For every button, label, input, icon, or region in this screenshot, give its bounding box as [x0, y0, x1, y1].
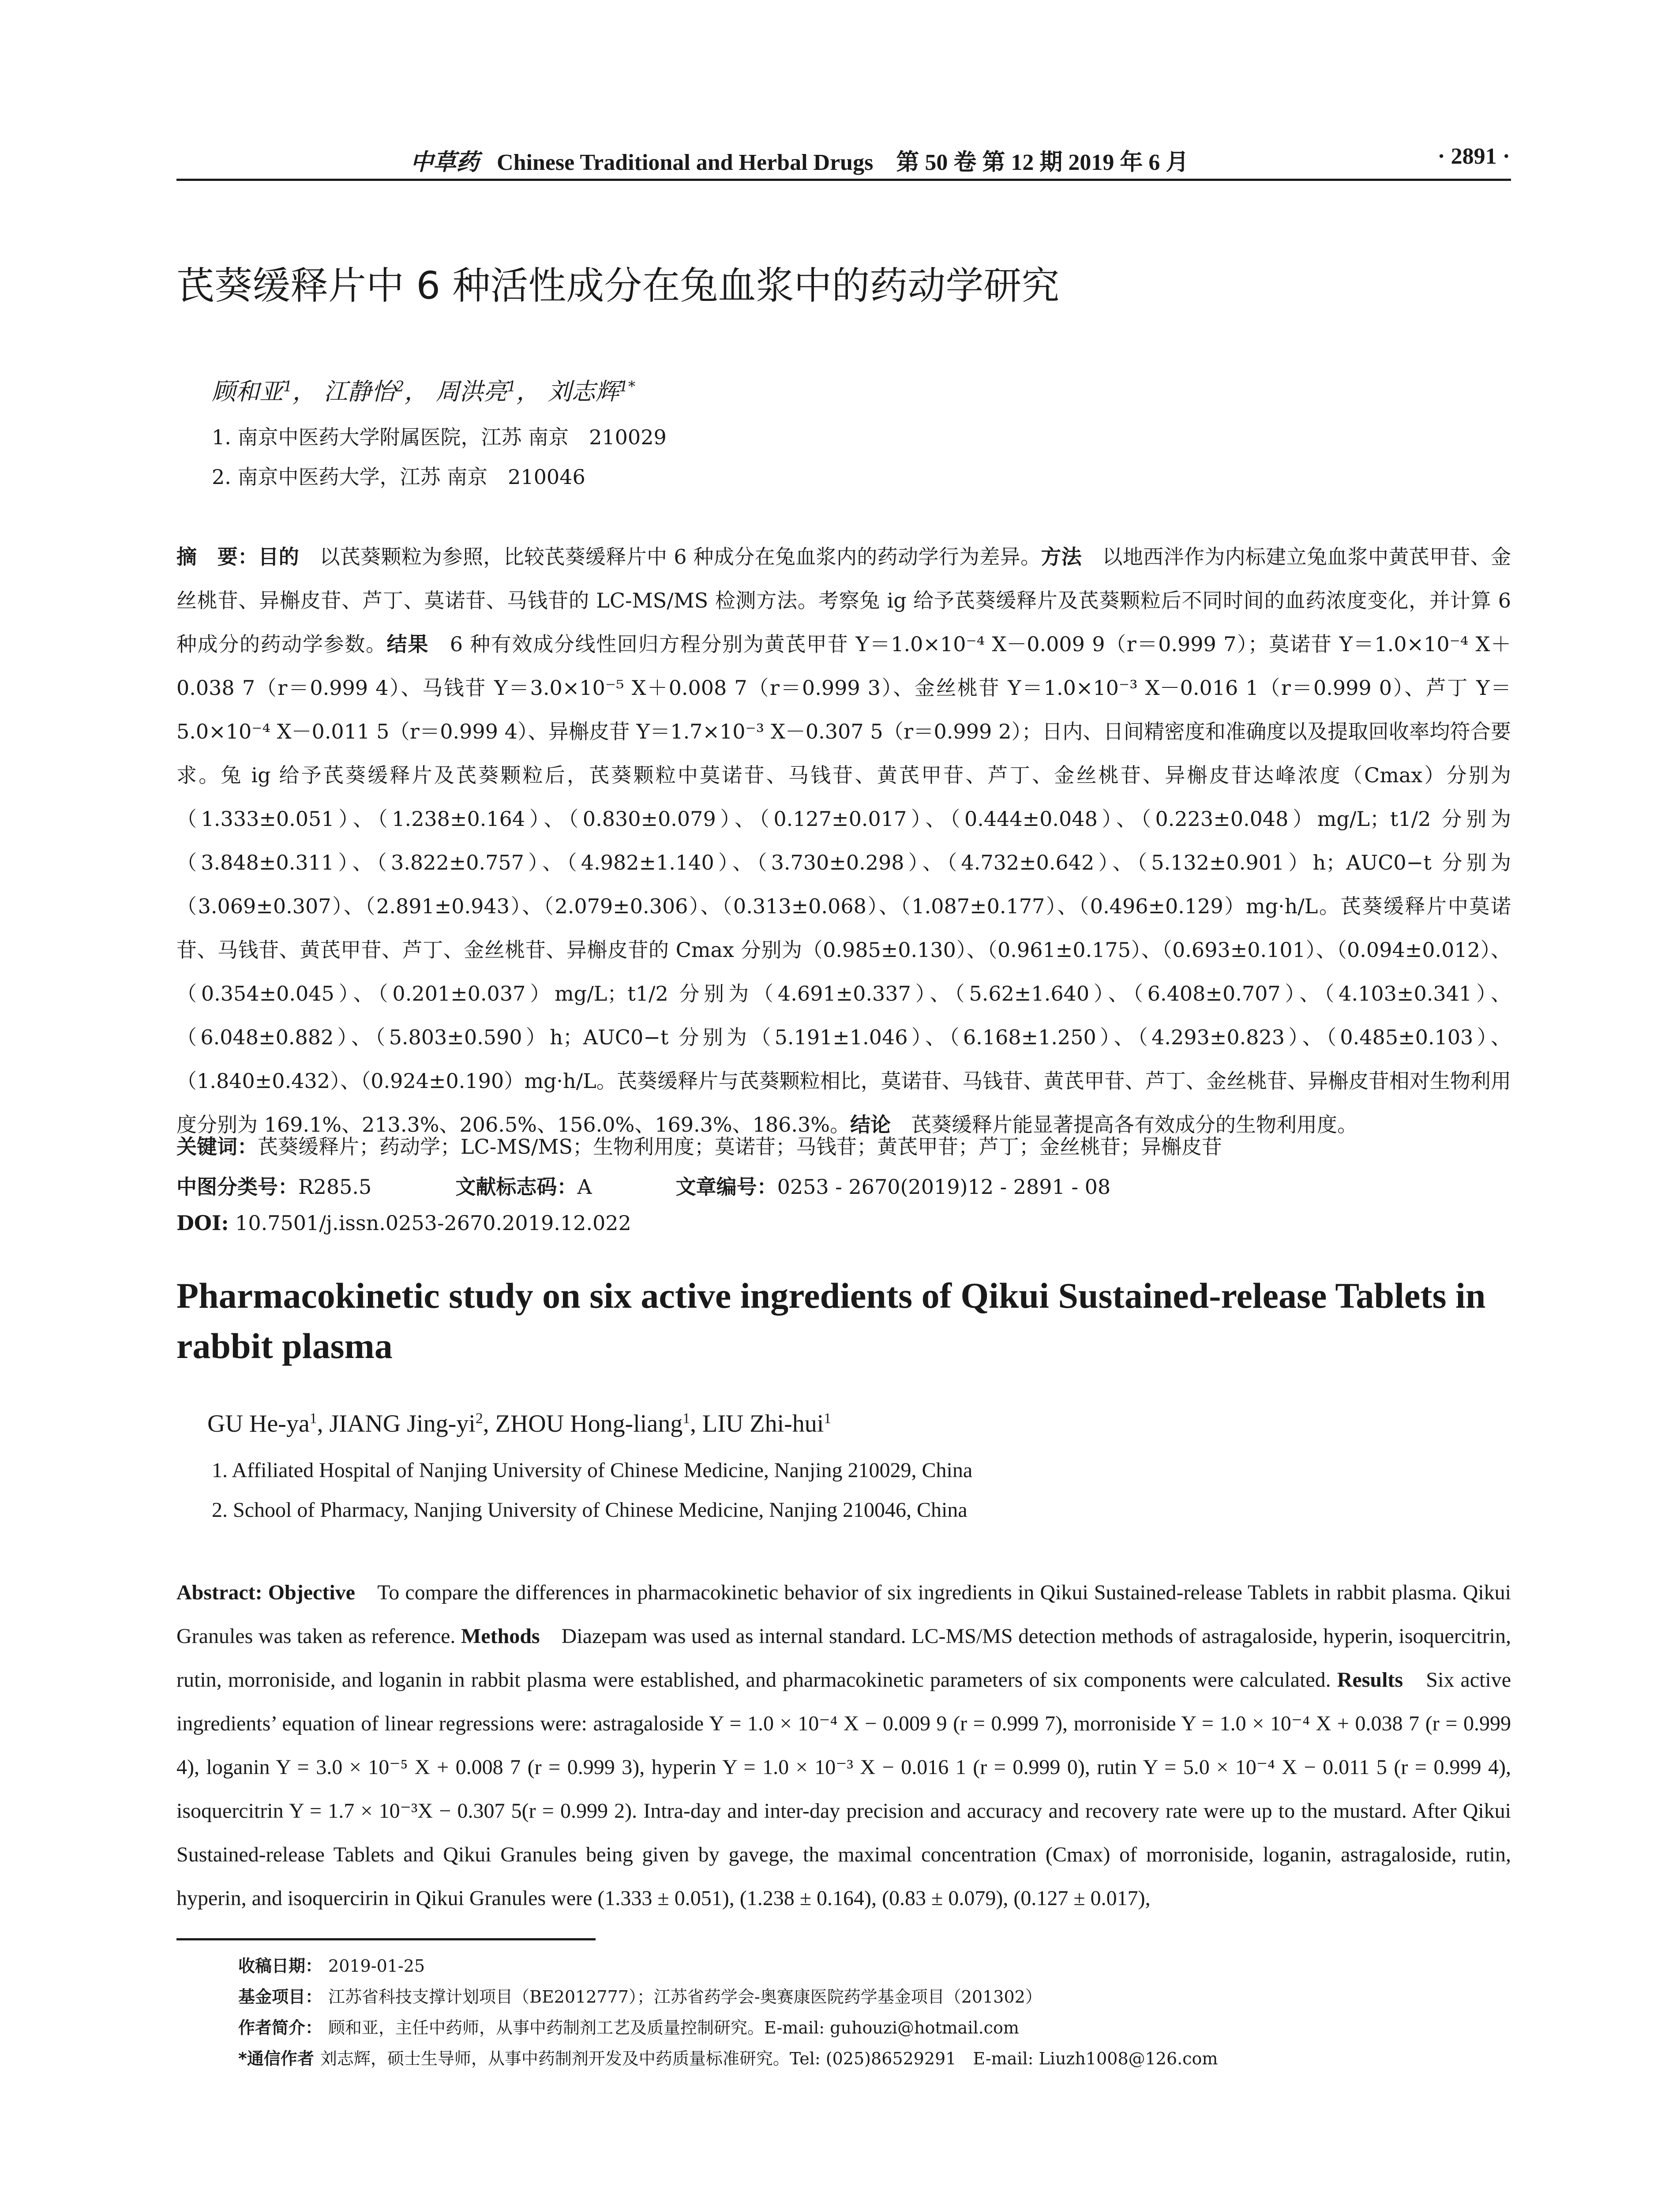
footnote-text: 顾和亚，主任中药师，从事中药制剂工艺及质量控制研究。E-mail: guhouzi@hotmail.com — [328, 2018, 1019, 2037]
author-name: 江静怡 — [323, 378, 395, 405]
doc-code-value: A — [577, 1175, 592, 1199]
objective-label: 目的 — [258, 545, 300, 569]
author-affiliation-mark: 1 — [283, 378, 292, 395]
conclusion-label: 结论 — [850, 1113, 891, 1137]
results-label: 结果 — [386, 632, 429, 656]
affiliation-cn-2: 2. 南京中医药大学，江苏 南京 210046 — [212, 465, 585, 489]
journal-header — [410, 143, 1249, 176]
results-text-en: Six active ingredients’ equation of linear regressions were: astragaloside Y = 1.0 × 10⁻⁴ X − 0.009 9 (r = 0.999 7), morroniside Y = 1.0 × 10⁻⁴ X + 0.038 7 (r = 0.999 4), loganin Y = 3.0 × 10⁻⁵ X + 0.008 7 (r = 0.999 3), hyperin Y = 1.0 × 10⁻³ X − 0.016 1 (r = 0.999 0), rutin Y = 5.0 × 10⁻⁴ X − 0.011 5 (r = 0.999 4), isoquercitrin Y = 1.7 × 10⁻³X − 0.307 5(r = 0.999 2). Intra-day and inter-day precision and accuracy and recovery rate were up to the mustard. After Qikui Sustained-release Tablets and Qikui Granules being given by gavege, the maximal concentration (Cmax) of morroniside, loganin, astragaloside, rutin, hyperin, and isoquercirin in Qikui Granules were (1.333 ± 0.051), (1.238 ± 0.164), (0.83 ± 0.079), (0.127 ± 0.017), — [176, 1668, 1511, 1910]
footnote-text: 江苏省科技支撑计划项目（BE2012777）；江苏省药学会-奥赛康医院药学基金项目（201302） — [328, 1987, 1042, 2007]
abstract-objective-label: Abstract: Objective — [176, 1581, 355, 1604]
objective-text-en: To compare the differences in pharmacokinetic behavior of six ingredients in Qikui Sustained-release Tablets in rabbit plasma. Qikui Granules was taken as reference. — [176, 1581, 1511, 1648]
keywords-text: 芪葵缓释片；药动学；LC-MS/MS；生物利用度；莫诺苷；马钱苷；黄芪甲苷；芦丁；金丝桃苷；异槲皮苷 — [258, 1135, 1222, 1159]
header-rule — [176, 179, 1511, 181]
authors-cn: 顾和亚$^1$， 江静怡$^2$， 周洪亮$^1$， 刘志辉$^{1*}$ — [212, 378, 636, 405]
results-text: 6 种有效成分线性回归方程分别为黄芪甲苷 Y＝1.0×10⁻⁴ X－0.009 9（r＝0.999 7）；莫诺苷 Y＝1.0×10⁻⁴ X＋0.038 7（r＝0.999 4）、马钱苷 Y＝3.0×10⁻⁵ X＋0.008 7（r＝0.999 3）、金丝桃苷 Y＝1.0×10⁻³ X－0.016 1（r＝0.999 0）、芦丁 Y＝5.0×10⁻⁴ X－0.011 5（r＝0.999 4）、异槲皮苷 Y＝1.7×10⁻³ X－0.307 5（r＝0.999 2）；日内、日间精密度和准确度以及提取回收率均符合要求。兔 ig 给予芪葵缓释片及芪葵颗粒后，芪葵颗粒中莫诺苷、马钱苷、黄芪甲苷、芦丁、金丝桃苷、异槲皮苷达峰浓度（Cmax）分别为（1.333±0.051）、（1.238±0.164）、（0.830±0.079）、（0.127±0.017）、（0.444±0.048）、（0.223±0.048）mg/L；t1/2 分别为（3.848±0.311）、（3.822±0.757）、（4.982±1.140）、（3.730±0.298）、（4.732±0.642）、（5.132±0.901）h；AUC0−t 分别为（3.069±0.307）、（2.891±0.943）、（2.079±0.306）、（0.313±0.068）、（1.087±0.177）、（0.496±0.129）mg·h/L。芪葵缓释片中莫诺苷、马钱苷、黄芪甲苷、芦丁、金丝桃苷、异槲皮苷的 Cmax 分别为（0.985±0.130）、（0.961±0.175）、（0.693±0.101）、（0.094±0.012）、（0.354±0.045）、（0.201±0.037）mg/L；t1/2 分别为（4.691±0.337）、（5.62±1.640）、（6.408±0.707）、（4.103±0.341）、（6.048±0.882）、（5.803±0.590）h；AUC0−t 分别为（5.191±1.046）、（6.168±1.250）、（4.293±0.823）、（0.485±0.103）、（1.840±0.432）、（0.924±0.190）mg·h/L。芪葵缓释片与芪葵颗粒相比，莫诺苷、马钱苷、黄芪甲苷、芦丁、金丝桃苷、异槲皮苷相对生物利用度分别为 169.1%、213.3%、206.5%、156.0%、169.3%、186.3%。 — [176, 632, 1511, 1137]
doi-line — [176, 1211, 631, 1235]
classification-line — [176, 1171, 1110, 1200]
keywords-cn — [176, 1131, 1222, 1160]
footnote-label: *通信作者 — [238, 2049, 314, 2068]
clc-value: R285.5 — [298, 1175, 372, 1199]
footnote-label: 收稿日期： — [238, 1956, 322, 1976]
doi-value: 10.7501/j.issn.0253-2670.2019.12.022 — [235, 1211, 631, 1235]
author-affiliation-mark: 1 — [507, 378, 517, 395]
article-number-label: 文章编号： — [675, 1175, 777, 1199]
abstract-label: 摘 要： — [176, 545, 259, 569]
author-name: 周洪亮 — [435, 378, 507, 405]
article-number-value: 0253 - 2670(2019)12 - 2891 - 08 — [777, 1175, 1111, 1199]
journal-name-cn: 中草药 — [410, 149, 480, 176]
keywords-label: 关键词： — [176, 1135, 258, 1159]
authors-en: GU $He-ya^1$, JIANG Jing-$yi^2$, ZHOU Hong-liang$^1$, LIU Zhi-hui$^1$ — [207, 1410, 832, 1437]
footnote-label: 基金项目： — [238, 1987, 322, 2007]
title-cn: 芪葵缓释片中 6 种活性成分在兔血浆中的药动学研究 — [176, 264, 1060, 308]
author-name: LIU Zhi-hui — [702, 1410, 824, 1437]
author-name: 刘志辉 — [548, 378, 619, 405]
footnote-label: 作者简介： — [238, 2018, 322, 2037]
abstract-en — [176, 1571, 1511, 1920]
conclusion-text: 芪葵缓释片能显著提高各有效成分的生物利用度。 — [911, 1113, 1358, 1137]
methods-label-en: Methods — [461, 1624, 540, 1648]
footnote-received — [238, 1952, 425, 1977]
author-affiliation-mark: 2 — [475, 1410, 483, 1427]
doi-label: DOI: — [176, 1211, 229, 1235]
objective-text: 以芪葵颗粒为参照，比较芪葵缓释片中 6 种成分在兔血浆内的药动学行为差异。 — [319, 545, 1041, 569]
author-name: JIANG Jing-yi — [329, 1410, 476, 1437]
affiliation-cn-1: 1. 南京中医药大学附属医院，江苏 南京 210029 — [212, 425, 667, 449]
author-name: ZHOU Hong-liang — [495, 1410, 683, 1437]
affiliation-en-1: 1. Affiliated Hospital of Nanjing University of Chinese Medicine, Nanjing 210029, China — [212, 1459, 973, 1482]
footnote-funding — [238, 1983, 1042, 2007]
author-affiliation-mark: 1 — [682, 1410, 690, 1427]
doc-code-label: 文献标志码： — [455, 1175, 578, 1199]
author-affiliation-mark: 1 — [309, 1410, 317, 1427]
clc-label: 中图分类号： — [176, 1175, 298, 1199]
author-affiliation-mark: 1* — [619, 378, 636, 395]
page-number: · 2891 · — [1437, 144, 1510, 169]
methods-text-en: Diazepam was used as internal standard. LC-MS/MS detection methods of astragaloside, hyperin, isoquercitrin, rutin, morroniside, and loganin in rabbit plasma were established, and pharmacokinetic parameters of six components were calculated. — [176, 1624, 1511, 1692]
author-name: 顾和亚 — [212, 378, 283, 405]
methods-label: 方法 — [1041, 545, 1082, 569]
footnote-rule — [176, 1938, 596, 1940]
methods-text: 以地西泮作为内标建立兔血浆中黄芪甲苷、金丝桃苷、异槲皮苷、芦丁、莫诺苷、马钱苷的 LC-MS/MS 检测方法。考察兔 ig 给予芪葵缓释片及芪葵颗粒后不同时间的血药浓度变化，并计算 6 种成分的药动学参数。 — [176, 545, 1511, 656]
author-name: GU He-ya — [207, 1410, 310, 1437]
footnote-author-bio — [238, 2014, 1019, 2038]
author-affiliation-mark: 1 — [824, 1410, 832, 1427]
results-label-en: Results — [1337, 1668, 1403, 1692]
abstract-cn — [176, 535, 1511, 1147]
affiliation-en-2: 2. School of Pharmacy, Nanjing University of Chinese Medicine, Nanjing 210046, China — [212, 1498, 968, 1522]
footnote-text: 2019-01-25 — [328, 1956, 425, 1976]
title-en: Pharmacokinetic study on six active ingredients of Qikui Sustained-release Tablets in rabbit plasma — [176, 1276, 1486, 1366]
footnote-text: 刘志辉，硕士生导师，从事中药制剂开发及中药质量标准研究。Tel: (025)86529291 E-mail: Liuzh1008@126.com — [320, 2049, 1218, 2068]
author-affiliation-mark: 2 — [395, 378, 405, 395]
journal-issue: Chinese Traditional and Herbal Drugs 第 50 卷 第 12 期 2019 年 6 月 — [497, 150, 1189, 175]
footnote-corresponding — [238, 2045, 1218, 2069]
